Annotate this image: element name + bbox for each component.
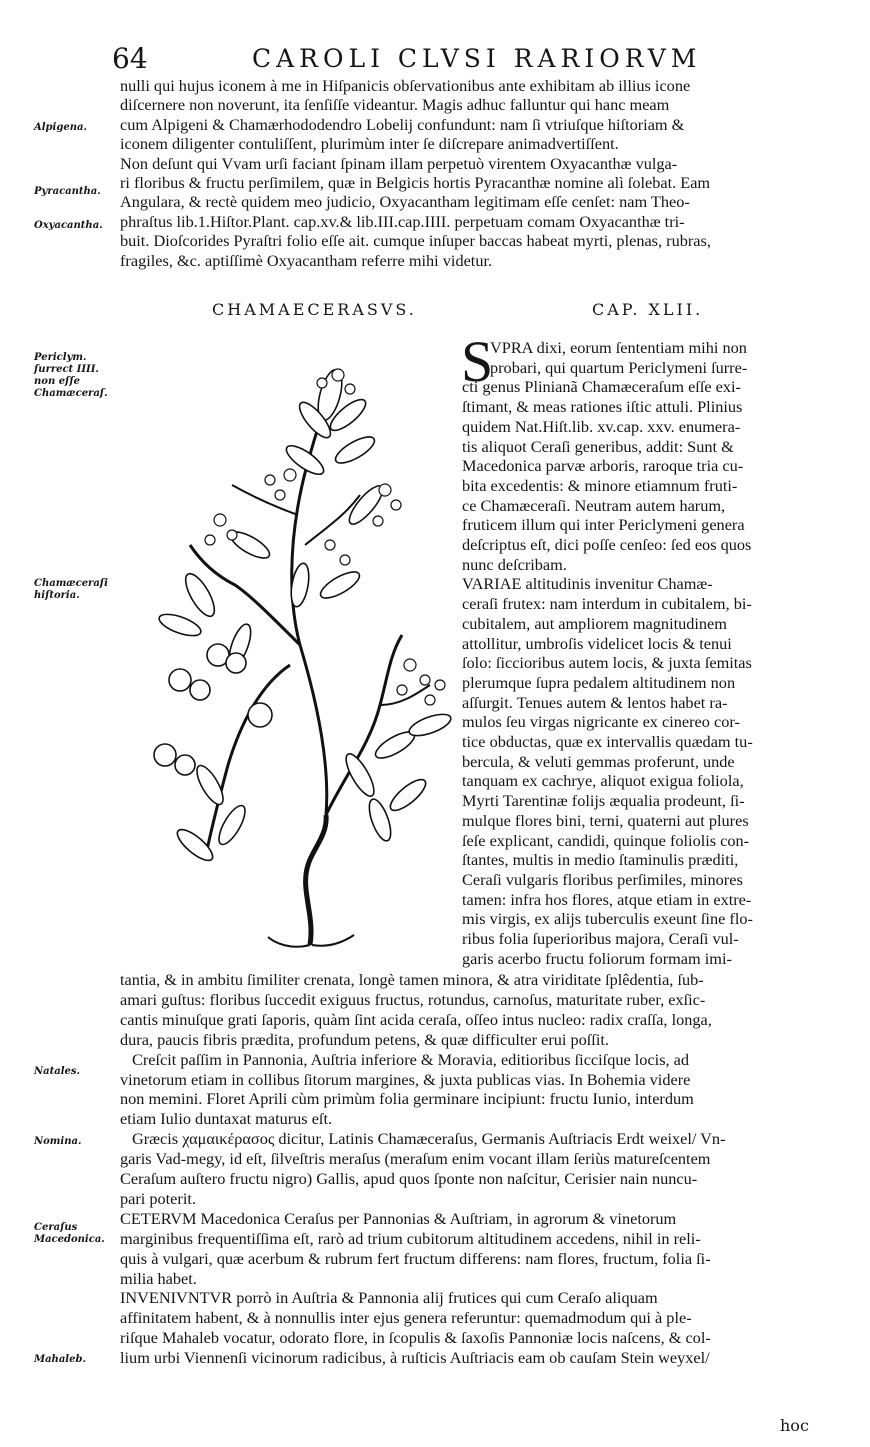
text-line: CETERVM Macedonica Ceraſus per Pannonias & Auſtriam, in agrorum & vinetorum — [120, 1208, 677, 1228]
text-line: ceraſi frutex: nam interdum in cubitalem, bi- — [462, 594, 752, 614]
text-line: ri floribus & fructu perſimilem, quæ in Belgicis hortis Pyracanthæ nomine alì ſolebat. Eam — [120, 173, 711, 192]
text-line: plerumque ſupra pedalem altitudinem non — [462, 672, 736, 692]
text-line: probari, qui quartum Periclymeni ſurre- — [490, 357, 748, 377]
text-line: Ceraſum auſtero fructu nigro) Gallis, apud quos ſponte non naſcitur, Cerisier nain nuncu- — [120, 1169, 698, 1188]
margin-note-oxyacantha: Oxyacantha. — [34, 220, 103, 231]
text-line: tis aliquot Ceraſi generibus, addit: Sunt & — [462, 436, 734, 456]
text-line: aſſurgit. Tenues autem & lentos habet ra- — [462, 692, 728, 712]
text-line: quidem Nat.Hiſt.lib. xv.cap. xxv. enumera- — [462, 416, 741, 436]
text-line: mulos ſeu virgas nigricante ex cinereo cor- — [462, 712, 740, 732]
text-line: Creſcit paſſim in Pannonia, Auſtria inferiore & Moravia, editioribus ſicciſque locis, ad — [132, 1049, 690, 1069]
text-line: nulli qui hujus iconem à me in Hiſpanicis obſervationibus ante exhibitam ab illius icone — [120, 76, 691, 95]
text-line: INVENIVNTVR porrò in Auſtria & Pannonia alij frutices qui cum Ceraſo aliquam — [120, 1288, 658, 1308]
text-line: tamen: infra hos flores, atque etiam in extre- — [462, 889, 752, 909]
text-line: tantia, & in ambitu ſimiliter crenata, longè tamen minora, & atra viriditate ſplêdentia, ſub- — [120, 970, 704, 989]
text-line: milia habet. — [120, 1268, 197, 1288]
text-line: VPRA dixi, eorum ſententiam mihi non — [490, 338, 747, 357]
text-line: Ceraſi vulgaris floribus perſimiles, minores — [462, 869, 743, 889]
text-line: etiam Iulio duntaxat maturus eſt. — [120, 1109, 333, 1129]
margin-note-periclymenum: Periclym. ſurrect IIII. non eſſe Chamæceraſ. — [34, 352, 108, 399]
text-line: Non deſunt qui Vvam urſi faciant ſpinam illam perpetuò virentem Oxyacanthæ vulga- — [120, 153, 678, 173]
page-number: 64 — [112, 42, 148, 75]
text-line: ſtantes, multis in medio ſtaminulis præditi, — [462, 850, 739, 870]
text-line: Myrti Tarentinæ folijs æqualia prodeunt, ſi- — [462, 791, 745, 811]
text-line: cum Alpigeni & Chamærhododendro Lobelij confundunt: nam ſi vtriuſque hiſtoriam & — [120, 114, 685, 134]
text-line: vinetorum etiam in collibus ſitorum margines, & juxta publicas vias. In Bohemia videre — [120, 1069, 691, 1089]
text-line: fragiles, &c. aptiſſimè Oxyacantham referre mihi videtur. — [120, 250, 493, 270]
root — [306, 815, 327, 945]
margin-note-pyracantha: Pyracantha. — [34, 186, 101, 197]
text-line: ce Chamæceraſi. Neutram autem harum, — [462, 495, 726, 515]
text-line: cubitalem, aut ampliorem magnitudinem — [462, 613, 727, 633]
text-line: phraſtus lib.1.Hiſtor.Plant. cap.xv.& lib.III.cap.IIII. perpetuam comam Oxyacanthæ tri- — [120, 211, 685, 231]
text-line: lium urbi Viennenſi vicinorum radicibus, à ruſticis Auſtriacis eam ob cauſam Stein weyxel/ — [120, 1348, 710, 1368]
margin-note-alpigena: Alpigena. — [34, 122, 87, 133]
text-line: affinitatem habent, & à nonnullis inter ejus genera referuntur: quemadmodum qui à ple- — [120, 1308, 692, 1328]
text-line: iconem diligenter contuliſſent, plurimùm inter ſe diſcrepare animadvertiſſent. — [120, 134, 619, 154]
chamaecerasus-woodcut-illustration — [140, 345, 470, 955]
catchword: hoc — [780, 1416, 809, 1435]
text-line: non memini. Floret Aprili cùm primùm folia germinare incipiunt: fructu Iunio, interdum — [120, 1089, 694, 1109]
text-line: tanquam ex cachrye, aliquot exigua foliola, — [462, 771, 744, 791]
text-line: Macedonica parvæ arboris, raroque tria cu- — [462, 456, 744, 476]
margin-note-nomina: Nomina. — [34, 1136, 82, 1147]
margin-note-natales: Natales. — [34, 1066, 80, 1077]
text-line: fruticem illum qui inter Periclymeni genera — [462, 515, 745, 535]
text-line: amari guſtus: floribus ſuccedit exiguus fructus, rotundus, carnoſus, maturitate ruber, exſic- — [120, 989, 706, 1009]
text-line: mis virgis, ex alijs tuberculis exeunt ſine flo- — [462, 909, 753, 929]
chapter-title: CHAMAECERASVS. — [212, 300, 417, 319]
text-line: cti genus Plinianã Chamæceraſum eſſe exi- — [462, 377, 741, 397]
text-line: VARIAE altitudinis invenitur Chamæ- — [462, 574, 713, 594]
text-line: Angulara, & rectè quidem meo judicio, Oxyacantham legitimam eſſe cenſet: nam Theo- — [120, 192, 690, 212]
text-line: ribus folia ſuperioribus majora, Ceraſi vul- — [462, 929, 739, 948]
text-line: buit. Dioſcorides Pyraſtri folio eſſe ait. cumque inſuper baccas habeat myrti, plenas, rubras, — [120, 231, 711, 251]
text-line: ſolo: ſiccioribus autem locis, & juxta ſemitas — [462, 653, 752, 673]
text-line: tice obductas, quæ ex intervallis quædam tu- — [462, 732, 753, 751]
margin-note-historia: Chamæceraſi hiſtoria. — [34, 578, 108, 601]
text-line: attollitur, umbroſis videlicet locis & tenui — [462, 633, 732, 653]
text-line: bita excedentis: & minore etiamnum fruti- — [462, 475, 738, 495]
text-line: ſtimant, & meas rationes iſtic attuli. Plinius — [462, 397, 743, 417]
text-line: mulque flores bini, terni, quaterni aut plures — [462, 810, 749, 830]
drop-cap: S — [461, 329, 494, 394]
text-line: riſque Mahaleb vocatur, odorato flore, in ſcopulis & ſaxoſis Pannoniæ locis naſcens, & col- — [120, 1328, 711, 1348]
text-line: pari poterit. — [120, 1188, 196, 1208]
running-head: CAROLI CLVSI RARIORVM — [252, 44, 702, 73]
text-line: nunc deſcribam. — [462, 554, 567, 574]
text-line: quis à vulgari, quæ acerbum & rubrum fert fructum differens: nam flores, fructum, folia ſi- — [120, 1248, 711, 1268]
margin-note-mahaleb: Mahaleb. — [34, 1354, 86, 1365]
text-line: marginibus frequentiſſima eſt, rarò ad trium cubitorum altitudinem accedens, nihil in reli- — [120, 1228, 701, 1248]
text-line: garis Vad-megy, id eſt, ſilveſtris meraſus (meraſum enim vocant illam ſeriùs matureſcentem — [120, 1149, 711, 1169]
text-line: Græcis χαμαικέρασος dicitur, Latinis Chamæceraſus, Germanis Auſtriacis Erdt weixel/ Vn- — [132, 1129, 726, 1149]
margin-note-cerasus-macedonica: Ceraſus Macedonica. — [34, 1222, 105, 1245]
text-line: bercula, & veluti gemmas proferunt, unde — [462, 751, 735, 771]
text-line: ſeſe explicant, candidi, quinque foliolis con- — [462, 830, 750, 850]
text-line: dura, paucis fibris prædita, profundum petens, & quæ difficulter erui poſſit. — [120, 1029, 609, 1049]
text-line: cantis minuſque grati ſaporis, quàm ſint acida ceraſa, oſſeo intus nucleo: radix craſſa, longa, — [120, 1009, 712, 1029]
chapter-number: CAP. XLII. — [592, 300, 704, 319]
text-line: deſcriptus eſt, dici poſſe cenſeo: ſed eos quos — [462, 535, 752, 554]
text-line: diſcernere non noverunt, ita ſenſiſſe videantur. Magis adhuc falluntur qui hanc meam — [120, 95, 670, 115]
text-line: garis acerbo fructu foliorum formam imi- — [462, 948, 732, 968]
